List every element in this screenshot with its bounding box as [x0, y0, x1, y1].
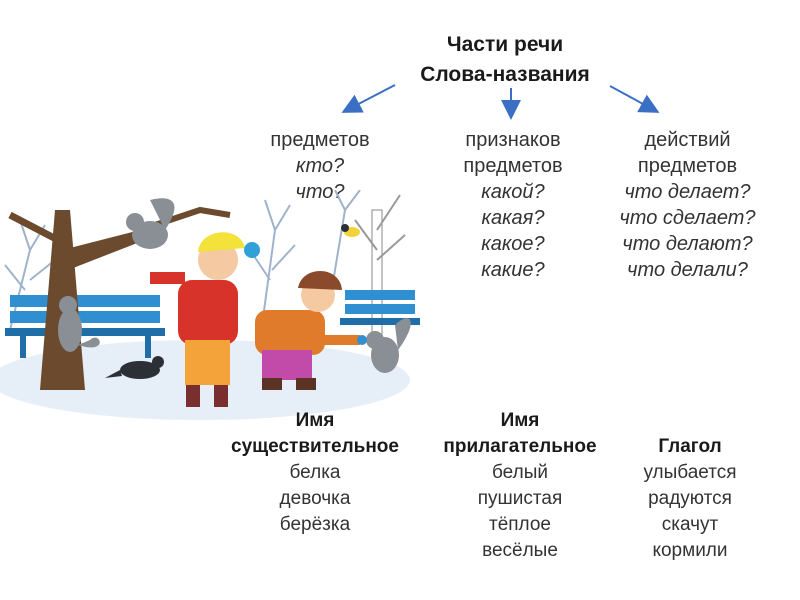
title-line-1: Части речи	[446, 33, 564, 56]
adjective-example: тёплое	[489, 514, 551, 535]
arrow-right	[610, 86, 656, 111]
column-label: действий	[644, 129, 731, 151]
noun-example: белка	[289, 462, 341, 483]
verb-heading: Глагол	[658, 436, 722, 457]
adjective-heading: Имя	[500, 410, 540, 431]
noun-example: девочка	[279, 488, 351, 509]
column-label: предметов	[463, 155, 563, 177]
noun-heading: существительное	[231, 436, 399, 457]
verb-example: радуются	[648, 488, 732, 509]
question: что сделает?	[619, 207, 756, 229]
noun-heading: Имя	[295, 410, 335, 431]
adjective-example: весёлые	[482, 540, 558, 561]
question: какая?	[481, 207, 545, 229]
adjective-heading: прилагательное	[443, 436, 597, 457]
titmouse-bird	[341, 224, 360, 237]
question: кто?	[295, 155, 345, 177]
column-label: предметов	[637, 155, 738, 177]
title-line-2: Слова-названия	[420, 63, 590, 86]
arrows	[0, 0, 800, 130]
column-adjectives-questions	[438, 127, 588, 283]
noun-block	[210, 408, 420, 538]
question: что делает?	[624, 181, 751, 203]
question: какой?	[481, 181, 545, 203]
verb-block	[615, 434, 765, 564]
verb-example: скачут	[661, 514, 719, 535]
question: что делали?	[627, 259, 748, 281]
arrow-left	[345, 85, 395, 111]
question: что?	[295, 181, 345, 203]
adjective-example: пушистая	[477, 488, 563, 509]
question: какие?	[481, 259, 545, 281]
column-label: признаков	[465, 129, 561, 151]
verb-example: улыбается	[643, 462, 737, 483]
column-label: предметов	[270, 129, 370, 151]
noun-example: берёзка	[279, 514, 351, 535]
adjective-example: белый	[492, 462, 548, 483]
question: какое?	[481, 233, 545, 255]
verb-example: кормили	[652, 540, 728, 561]
column-verbs-questions	[590, 127, 785, 283]
adjective-block	[420, 408, 620, 564]
question: что делают?	[622, 233, 753, 255]
